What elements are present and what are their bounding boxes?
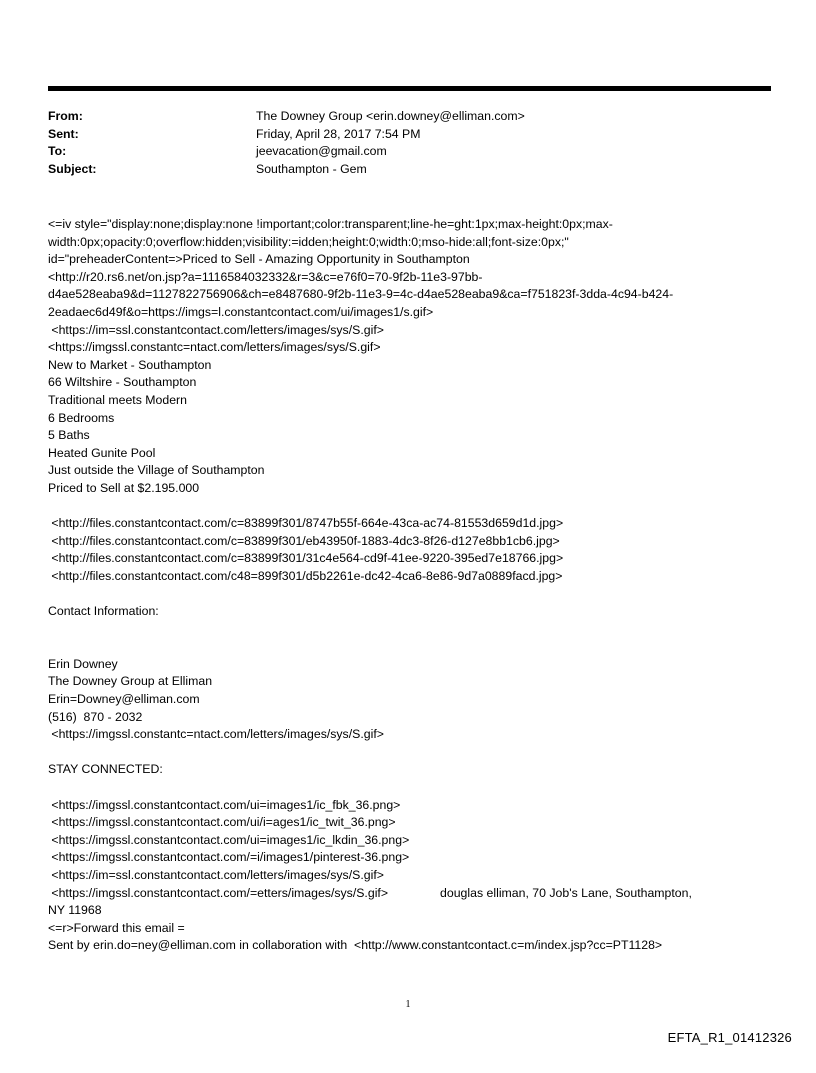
sent-row bbox=[48, 126, 771, 144]
from-label: From: bbox=[48, 109, 83, 123]
social-links-block bbox=[48, 797, 771, 885]
stay-connected-heading: STAY CONNECTED: bbox=[48, 762, 163, 777]
preheader-line: <=iv style="display:none;display:none !important;color:transparent;line-he=ght:1px;max-height:0px;max- bbox=[48, 217, 613, 231]
to-value: jeevacation@gmail.com bbox=[256, 144, 387, 158]
preheader-block bbox=[48, 216, 771, 357]
footer-address: douglas elliman, 70 Job's Lane, Southampton, bbox=[440, 885, 692, 900]
contact-heading: Contact Information: bbox=[48, 604, 159, 619]
preheader-line: id="preheaderContent=>Priced to Sell - Amazing Opportunity in Southampton bbox=[48, 252, 470, 267]
listing-line: 6 Bedrooms bbox=[48, 410, 115, 425]
spacer bbox=[48, 779, 771, 797]
subject-label: Subject: bbox=[48, 161, 97, 176]
document-id-stamp: EFTA_R1_01412326 bbox=[667, 1030, 792, 1045]
listing-line: Priced to Sell at $2.195.000 bbox=[48, 480, 200, 495]
image-link: <http://files.constantcontact.com/c=83899f301/8747b55f-664e-43ca-ac74-81553d659d1d.jpg> bbox=[48, 516, 564, 531]
contact-phone: (516) 870 - 2032 bbox=[48, 709, 143, 724]
to-label: To: bbox=[48, 144, 67, 158]
social-link: <https://imgssl.constantcontact.com/ui/i=ages1/ic_twit_36.png> bbox=[48, 815, 396, 830]
preheader-line: 2eadaec6d49f&o=https://imgs=l.constantcontact.com/ui/images1/s.gif> bbox=[48, 304, 434, 319]
footer-row bbox=[48, 885, 771, 903]
listing-line: 5 Baths bbox=[48, 428, 90, 443]
listing-line: Just outside the Village of Southampton bbox=[48, 463, 265, 478]
social-link: <https://im=ssl.constantcontact.com/letters/images/sys/S.gif> bbox=[48, 867, 384, 882]
contact-email: Erin=Downey@elliman.com bbox=[48, 692, 200, 707]
listing-line: Traditional meets Modern bbox=[48, 392, 187, 407]
from-row bbox=[48, 108, 771, 126]
contact-link: <https://imgssl.constantc=ntact.com/letters/images/sys/S.gif> bbox=[48, 727, 384, 742]
from-value: The Downey Group <erin.downey@elliman.com> bbox=[256, 109, 525, 123]
sent-by-line: Sent by erin.do=ney@elliman.com in collaboration with <http://www.constantcontact.c=m/index.jsp?cc=PT1128> bbox=[48, 938, 663, 953]
email-body bbox=[48, 216, 771, 955]
spacer bbox=[48, 621, 771, 656]
to-row bbox=[48, 143, 771, 161]
listing-line: New to Market - Southampton bbox=[48, 357, 212, 372]
listing-line: Heated Gunite Pool bbox=[48, 445, 156, 460]
contact-name: Erin Downey bbox=[48, 656, 118, 671]
contact-company: The Downey Group at Elliman bbox=[48, 674, 213, 689]
social-link: <https://imgssl.constantcontact.com/ui=images1/ic_fbk_36.png> bbox=[48, 797, 401, 812]
sent-label: Sent: bbox=[48, 126, 79, 141]
preheader-line: <https://imgssl.constantc=ntact.com/letters/images/sys/S.gif> bbox=[48, 340, 381, 355]
social-link: <https://imgssl.constantcontact.com/ui=images1/ic_lkdin_36.png> bbox=[48, 832, 410, 847]
image-link: <http://files.constantcontact.com/c=83899f301/eb43950f-1883-4dc3-8f26-d127e8bb1cb6.jpg> bbox=[48, 533, 560, 548]
page-number: 1 bbox=[405, 999, 411, 1010]
image-link: <http://files.constantcontact.com/c=83899f301/31c4e564-cd9f-41ee-9220-395ed7e18766.jpg> bbox=[48, 551, 564, 566]
preheader-line: d4ae528eaba9&d=1127822756906&ch=e8487680-9f2b-11e3-9=4c-d4ae528eaba9&ca=f751823f-3dda-4c94-b424- bbox=[48, 287, 674, 302]
spacer bbox=[48, 498, 771, 516]
preheader-line: width:0px;opacity:0;overflow:hidden;visibility:=idden;height:0;width:0;mso-hide:all;font-size:0px;" bbox=[48, 234, 569, 249]
sent-value: Friday, April 28, 2017 7:54 PM bbox=[256, 126, 421, 141]
subject-value: Southampton - Gem bbox=[256, 161, 367, 176]
spacer bbox=[48, 585, 771, 603]
listing-line: 66 Wiltshire - Southampton bbox=[48, 375, 197, 390]
contact-block bbox=[48, 656, 771, 744]
preheader-line: <http://r20.rs6.net/on.jsp?a=1116584032332&r=3&c=e76f0=70-9f2b-11e3-97bb- bbox=[48, 269, 483, 284]
email-header bbox=[48, 108, 771, 178]
forward-email: <=r>Forward this email = bbox=[48, 920, 185, 935]
footer-address-continued: NY 11968 bbox=[48, 903, 102, 918]
header-rule bbox=[48, 86, 771, 91]
image-link: <http://files.constantcontact.com/c48=899f301/d5b2261e-dc42-4ca6-8e86-9d7a0889facd.jpg> bbox=[48, 568, 563, 583]
image-links-block bbox=[48, 515, 771, 585]
spacer bbox=[48, 744, 771, 762]
listing-block bbox=[48, 357, 771, 498]
subject-row bbox=[48, 161, 771, 179]
footer-link: <https://imgssl.constantcontact.com/=etters/images/sys/S.gif> bbox=[48, 885, 389, 900]
social-link: <https://imgssl.constantcontact.com/=i/images1/pinterest-36.png> bbox=[48, 850, 410, 865]
preheader-line: <https://im=ssl.constantcontact.com/letters/images/sys/S.gif> bbox=[48, 322, 384, 337]
